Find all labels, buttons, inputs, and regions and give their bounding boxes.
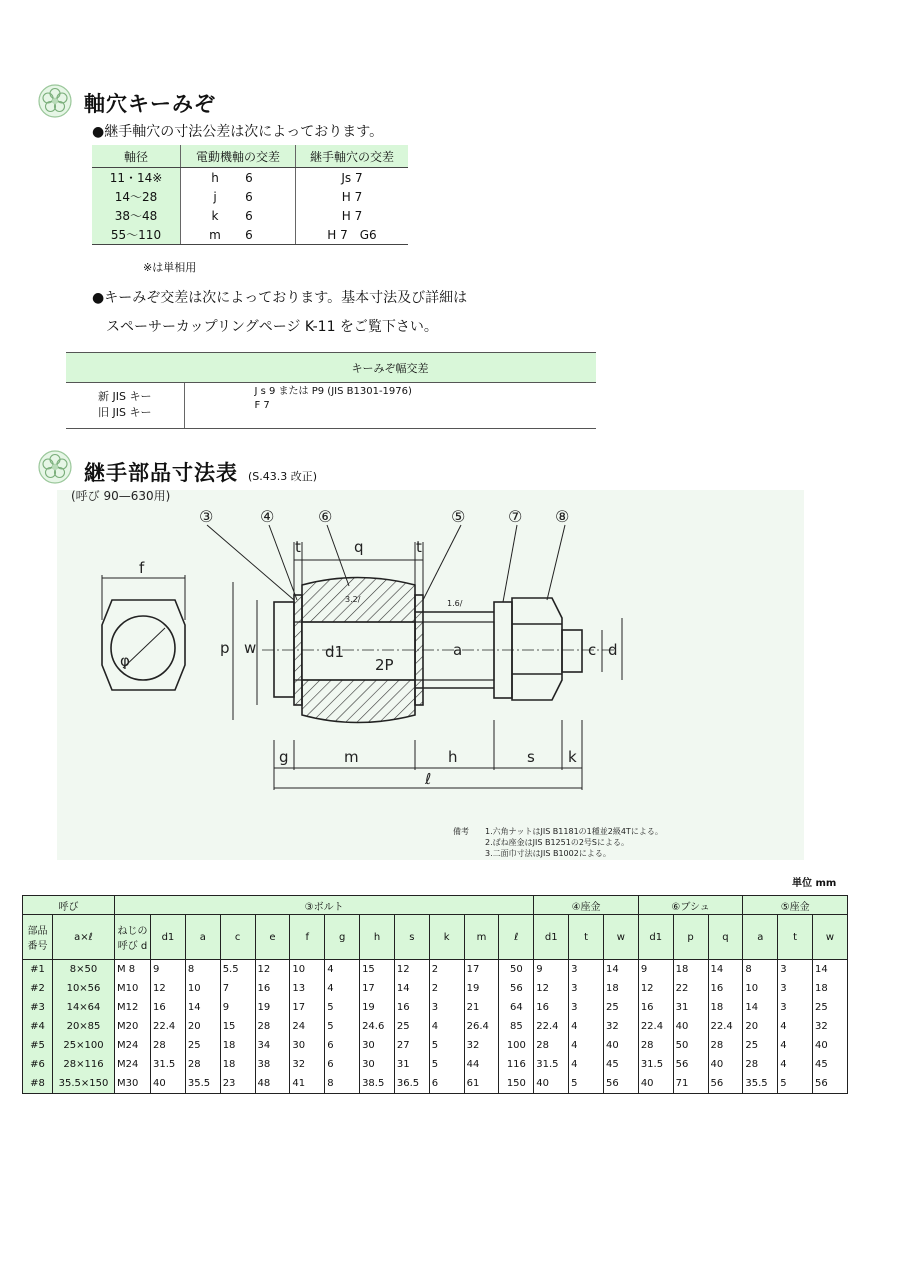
flower-emblem-icon — [38, 84, 72, 118]
part-number: #8 — [23, 1074, 53, 1094]
dimension-cell: 30 — [360, 1036, 395, 1055]
table-row — [23, 1074, 848, 1094]
col-shaft-diameter: 軸径 — [92, 145, 181, 168]
col-part-no: 部品番号 — [23, 915, 53, 960]
dimension-cell: 28 — [534, 1036, 569, 1055]
col-header: h — [360, 915, 395, 960]
dimension-cell: 10 — [743, 979, 778, 998]
dimension-cell: 25 — [394, 1017, 429, 1036]
single-phase-note: ※は単相用 — [143, 261, 197, 274]
thread-size: M10 — [115, 979, 151, 998]
dimension-cell: 20 — [743, 1017, 778, 1036]
dimension-cell: 19 — [255, 998, 290, 1017]
dimension-cell: 25 — [185, 1036, 220, 1055]
dimension-cell: 25 — [743, 1036, 778, 1055]
dimension-cell: 12 — [638, 979, 673, 998]
note-2: 2.ばね座金はJIS B1251の2号Sによる。 — [485, 838, 629, 847]
dimension-cell: 21 — [464, 998, 499, 1017]
dimension-cell: 12 — [394, 960, 429, 980]
dim-2p: 2P — [375, 656, 394, 674]
callout-washer4: ④ — [260, 507, 275, 526]
dimension-cell: 56 — [603, 1074, 638, 1094]
size-axl: 8×50 — [53, 960, 115, 980]
new-jis-key-label: 新 JIS キー — [98, 390, 152, 403]
key-tolerance-values — [184, 383, 596, 429]
unit-label: 単位 mm — [792, 878, 837, 889]
dimension-cell: 5 — [569, 1074, 604, 1094]
thread-size: M20 — [115, 1017, 151, 1036]
parts-dimension-table — [22, 895, 848, 1094]
group-bush6: ⑥ブシュ — [638, 896, 743, 915]
dimension-cell: 22.4 — [708, 1017, 743, 1036]
col-header: m — [464, 915, 499, 960]
dim-t-right: t — [416, 538, 422, 556]
dim-c: c — [588, 641, 597, 659]
dim-a: a — [453, 641, 463, 659]
dimension-cell: 35.5 — [743, 1074, 778, 1094]
dimension-cell: 4 — [778, 1036, 813, 1055]
callout-bolt: ③ — [199, 507, 214, 526]
new-jis-key-value: J s 9 または P9 (JIS B1301-1976) — [254, 386, 412, 397]
col-header: w — [603, 915, 638, 960]
dimension-cell: 3 — [569, 998, 604, 1017]
dimension-cell: 48 — [255, 1074, 290, 1094]
dim-f: f — [139, 559, 145, 577]
dimension-cell: 71 — [673, 1074, 708, 1094]
dimension-cell: 150 — [499, 1074, 534, 1094]
dimension-cell: 18 — [220, 1055, 255, 1074]
dimension-cell: 32 — [813, 1017, 848, 1036]
dimension-cell: 16 — [151, 998, 186, 1017]
dimension-cell: 8 — [325, 1074, 360, 1094]
dim-k: k — [568, 748, 577, 766]
dim-w: w — [244, 639, 257, 657]
dimension-cell: 12 — [151, 979, 186, 998]
motor-tolerance: k 6 — [181, 206, 296, 225]
dimension-cell: 45 — [603, 1055, 638, 1074]
bore-tolerance-table — [92, 145, 408, 245]
dimension-cell: 9 — [638, 960, 673, 980]
revision-subtitle: (S.43.3 改正) — [248, 470, 318, 483]
col-motor-tolerance: 電動機軸の交差 — [181, 145, 296, 168]
keyway-note-line1: ●キーみぞ交差は次によっております。基本寸法及び詳細は — [92, 290, 468, 306]
dimension-cell: 32 — [290, 1055, 325, 1074]
col-header: p — [673, 915, 708, 960]
motor-tolerance: h 6 — [181, 168, 296, 188]
dimension-cell: 2 — [429, 960, 464, 980]
col-header: d1 — [151, 915, 186, 960]
dimension-cell: 22.4 — [151, 1017, 186, 1036]
old-jis-key-label: 旧 JIS キー — [98, 406, 152, 419]
col-thread: ねじの呼び d — [115, 915, 151, 960]
dimension-cell: 28 — [638, 1036, 673, 1055]
dimension-cell: 64 — [499, 998, 534, 1017]
dimension-cell: 17 — [290, 998, 325, 1017]
col-header: a — [185, 915, 220, 960]
table-row — [23, 1036, 848, 1055]
dimension-cell: 18 — [220, 1036, 255, 1055]
dimension-cell: 56 — [813, 1074, 848, 1094]
group-washer4: ④座金 — [534, 896, 639, 915]
dimension-cell: 116 — [499, 1055, 534, 1074]
keyway-note-line2: スペーサーカップリングページ K-11 をご覧下さい。 — [106, 319, 438, 335]
dimension-cell: 5 — [325, 1017, 360, 1036]
col-header: s — [394, 915, 429, 960]
col-header: g — [325, 915, 360, 960]
dimension-cell: 22 — [673, 979, 708, 998]
dimension-cell: 18 — [603, 979, 638, 998]
dimension-cell: 4 — [569, 1055, 604, 1074]
key-type-labels — [66, 383, 184, 429]
dimension-cell: 22.4 — [534, 1017, 569, 1036]
dimension-cell: 16 — [394, 998, 429, 1017]
dimension-cell: 31.5 — [638, 1055, 673, 1074]
dimension-cell: 14 — [813, 960, 848, 980]
note-1: 1.六角ナットはJIS B1181の1種並2級4Tによる。 — [485, 827, 663, 836]
callout-spring-washer: ⑦ — [508, 507, 523, 526]
dimension-cell: 3 — [778, 960, 813, 980]
dimension-cell: 28 — [743, 1055, 778, 1074]
thread-size: M12 — [115, 998, 151, 1017]
part-number: #3 — [23, 998, 53, 1017]
dimension-cell: 14 — [603, 960, 638, 980]
dim-q: q — [354, 538, 364, 556]
key-type-header — [66, 353, 184, 383]
dimension-cell: 28 — [151, 1036, 186, 1055]
group-washer5: ⑤座金 — [743, 896, 848, 915]
dimension-cell: 40 — [151, 1074, 186, 1094]
dimension-cell: 25 — [813, 998, 848, 1017]
dimension-cell: 3 — [429, 998, 464, 1017]
thread-size: M 8 — [115, 960, 151, 980]
dimension-cell: 31 — [673, 998, 708, 1017]
thread-size: M30 — [115, 1074, 151, 1094]
dimension-cell: 36.5 — [394, 1074, 429, 1094]
thread-size: M24 — [115, 1055, 151, 1074]
motor-tolerance: j 6 — [181, 187, 296, 206]
dimension-cell: 38.5 — [360, 1074, 395, 1094]
dimension-cell: 40 — [708, 1055, 743, 1074]
dimension-cell: 9 — [220, 998, 255, 1017]
dimension-cell: 26.4 — [464, 1017, 499, 1036]
motor-tolerance: m 6 — [181, 225, 296, 245]
keyway-width-header: キーみぞ幅交差 — [184, 353, 596, 383]
table-row — [23, 998, 848, 1017]
part-number: #6 — [23, 1055, 53, 1074]
col-axl: a×ℓ — [53, 915, 115, 960]
dimension-cell: 6 — [325, 1036, 360, 1055]
part-number: #4 — [23, 1017, 53, 1036]
dimension-cell: 3 — [569, 960, 604, 980]
col-header: t — [778, 915, 813, 960]
dimension-cell: 5 — [325, 998, 360, 1017]
part-number: #1 — [23, 960, 53, 980]
col-header: q — [708, 915, 743, 960]
dimension-cell: 31.5 — [151, 1055, 186, 1074]
dimension-cell: 5.5 — [220, 960, 255, 980]
table-row — [92, 168, 408, 188]
dimension-cell: 61 — [464, 1074, 499, 1094]
dimension-cell: 4 — [429, 1017, 464, 1036]
dim-p: p — [220, 639, 230, 657]
col-header: c — [220, 915, 255, 960]
table-row — [23, 1017, 848, 1036]
part-number: #5 — [23, 1036, 53, 1055]
dimension-cell: 14 — [743, 998, 778, 1017]
old-jis-key-value: F 7 — [254, 400, 270, 411]
dimension-cell: 32 — [464, 1036, 499, 1055]
dimension-cell: 9 — [151, 960, 186, 980]
thread-size: M24 — [115, 1036, 151, 1055]
dimension-cell: 9 — [534, 960, 569, 980]
col-header: d1 — [638, 915, 673, 960]
dimension-cell: 19 — [464, 979, 499, 998]
col-header: k — [429, 915, 464, 960]
dimension-cell: 40 — [673, 1017, 708, 1036]
dimension-cell: 28 — [255, 1017, 290, 1036]
group-bolt: ③ボルト — [115, 896, 534, 915]
dimension-cell: 5 — [429, 1036, 464, 1055]
surface-finish-32: 3.2/ — [345, 595, 361, 604]
dimension-cell: 56 — [708, 1074, 743, 1094]
dimension-cell: 3 — [778, 979, 813, 998]
dimension-cell: 27 — [394, 1036, 429, 1055]
dimension-cell: 12 — [255, 960, 290, 980]
dimension-cell: 40 — [638, 1074, 673, 1094]
dimension-cell: 40 — [813, 1036, 848, 1055]
col-header: w — [813, 915, 848, 960]
dimension-cell: 24 — [290, 1017, 325, 1036]
size-axl: 25×100 — [53, 1036, 115, 1055]
shaft-size: 38〜48 — [92, 206, 181, 225]
dimension-cell: 24.6 — [360, 1017, 395, 1036]
dimension-cell: 19 — [360, 998, 395, 1017]
dimension-cell: 14 — [185, 998, 220, 1017]
dimension-cell: 31 — [394, 1055, 429, 1074]
callout-bush6: ⑥ — [318, 507, 333, 526]
dimension-cell: 14 — [394, 979, 429, 998]
dimension-cell: 85 — [499, 1017, 534, 1036]
group-call-size: 呼び — [23, 896, 115, 915]
dim-g: g — [279, 748, 289, 766]
size-axl: 28×116 — [53, 1055, 115, 1074]
dimension-cell: 16 — [534, 998, 569, 1017]
dim-d: d — [608, 641, 618, 659]
part-number: #2 — [23, 979, 53, 998]
dimension-cell: 4 — [778, 1055, 813, 1074]
dimension-cell: 4 — [325, 960, 360, 980]
coupling-parts-drawing — [57, 490, 804, 860]
dimension-cell: 5 — [778, 1074, 813, 1094]
dimension-cell: 34 — [255, 1036, 290, 1055]
dim-s: s — [527, 748, 535, 766]
dimension-cell: 17 — [360, 979, 395, 998]
dim-d1: d1 — [325, 643, 345, 661]
dimension-cell: 40 — [603, 1036, 638, 1055]
dimension-cell: 30 — [360, 1055, 395, 1074]
shaft-size: 14〜28 — [92, 187, 181, 206]
dimension-cell: 3 — [569, 979, 604, 998]
dimension-cell: 5 — [429, 1055, 464, 1074]
dimension-cell: 28 — [185, 1055, 220, 1074]
dimension-cell: 4 — [569, 1036, 604, 1055]
dimension-cell: 30 — [290, 1036, 325, 1055]
shaft-size: 55〜110 — [92, 225, 181, 245]
section1-title: 軸穴キーみぞ — [84, 92, 216, 116]
table-row — [23, 1055, 848, 1074]
col-header: d1 — [534, 915, 569, 960]
dimension-cell: 8 — [185, 960, 220, 980]
drawing-caption: (呼び 90—630用) — [71, 490, 171, 503]
col-header: ℓ — [499, 915, 534, 960]
dimension-cell: 18 — [813, 979, 848, 998]
dimension-cell: 25 — [603, 998, 638, 1017]
col-header: a — [743, 915, 778, 960]
surface-finish-16: 1.6/ — [447, 599, 463, 608]
dimension-cell: 56 — [499, 979, 534, 998]
dimension-cell: 16 — [255, 979, 290, 998]
bore-tolerance: Js 7 — [296, 168, 409, 188]
dimension-cell: 38 — [255, 1055, 290, 1074]
dimension-cell: 4 — [325, 979, 360, 998]
shaft-size: 11・14※ — [92, 168, 181, 188]
bore-tolerance: H 7 — [296, 206, 409, 225]
col-bore-tolerance: 継手軸穴の交差 — [296, 145, 409, 168]
col-header: t — [569, 915, 604, 960]
dimension-cell: 18 — [708, 998, 743, 1017]
dimension-cell: 100 — [499, 1036, 534, 1055]
dim-h: h — [448, 748, 458, 766]
size-axl: 10×56 — [53, 979, 115, 998]
dimension-cell: 8 — [743, 960, 778, 980]
table-row — [23, 960, 848, 980]
section2-title: 継手部品寸法表 (S.43.3 改正) — [84, 461, 318, 485]
size-axl: 20×85 — [53, 1017, 115, 1036]
dimension-cell: 7 — [220, 979, 255, 998]
callout-washer5: ⑤ — [451, 507, 466, 526]
dimension-cell: 35.5 — [185, 1074, 220, 1094]
note-3: 3.二面巾寸法はJIS B1002による。 — [485, 849, 611, 858]
dimension-cell: 23 — [220, 1074, 255, 1094]
dimension-cell: 28 — [708, 1036, 743, 1055]
dimension-cell: 6 — [325, 1055, 360, 1074]
dim-phi: φ — [120, 652, 130, 670]
dimension-cell: 14 — [708, 960, 743, 980]
col-header: f — [290, 915, 325, 960]
dimension-cell: 31.5 — [534, 1055, 569, 1074]
dimension-cell: 4 — [569, 1017, 604, 1036]
bore-tolerance: H 7 G6 — [296, 225, 409, 245]
callout-nut: ⑧ — [555, 507, 570, 526]
table-row — [92, 225, 408, 245]
dimension-cell: 18 — [673, 960, 708, 980]
bore-tolerance: H 7 — [296, 187, 409, 206]
dimension-cell: 6 — [429, 1074, 464, 1094]
dimension-cell: 44 — [464, 1055, 499, 1074]
dimension-cell: 10 — [290, 960, 325, 980]
dim-m: m — [344, 748, 359, 766]
dimension-cell: 10 — [185, 979, 220, 998]
table-row — [23, 979, 848, 998]
dimension-cell: 13 — [290, 979, 325, 998]
col-header: e — [255, 915, 290, 960]
dimension-cell: 32 — [603, 1017, 638, 1036]
table-row — [92, 206, 408, 225]
dimension-cell: 15 — [220, 1017, 255, 1036]
dimension-cell: 4 — [778, 1017, 813, 1036]
dimension-cell: 15 — [360, 960, 395, 980]
dimension-cell: 16 — [708, 979, 743, 998]
dimension-cell: 41 — [290, 1074, 325, 1094]
flower-emblem-icon — [38, 450, 72, 484]
dimension-cell: 50 — [499, 960, 534, 980]
keyway-tolerance-table — [66, 352, 596, 429]
size-axl: 35.5×150 — [53, 1074, 115, 1094]
size-axl: 14×64 — [53, 998, 115, 1017]
notes-label: 備考 — [453, 827, 469, 836]
dim-t-left: t — [295, 538, 301, 556]
dimension-cell: 17 — [464, 960, 499, 980]
bore-tolerance-note: ●継手軸穴の寸法公差は次によっております。 — [92, 124, 384, 140]
dim-l: ℓ — [425, 770, 432, 788]
dimension-cell: 2 — [429, 979, 464, 998]
dimension-cell: 22.4 — [638, 1017, 673, 1036]
dimension-cell: 3 — [778, 998, 813, 1017]
dimension-cell: 20 — [185, 1017, 220, 1036]
dimension-cell: 50 — [673, 1036, 708, 1055]
dimension-cell: 40 — [534, 1074, 569, 1094]
table-row — [92, 187, 408, 206]
dimension-cell: 12 — [534, 979, 569, 998]
dimension-cell: 45 — [813, 1055, 848, 1074]
dimension-cell: 56 — [673, 1055, 708, 1074]
dimension-cell: 16 — [638, 998, 673, 1017]
